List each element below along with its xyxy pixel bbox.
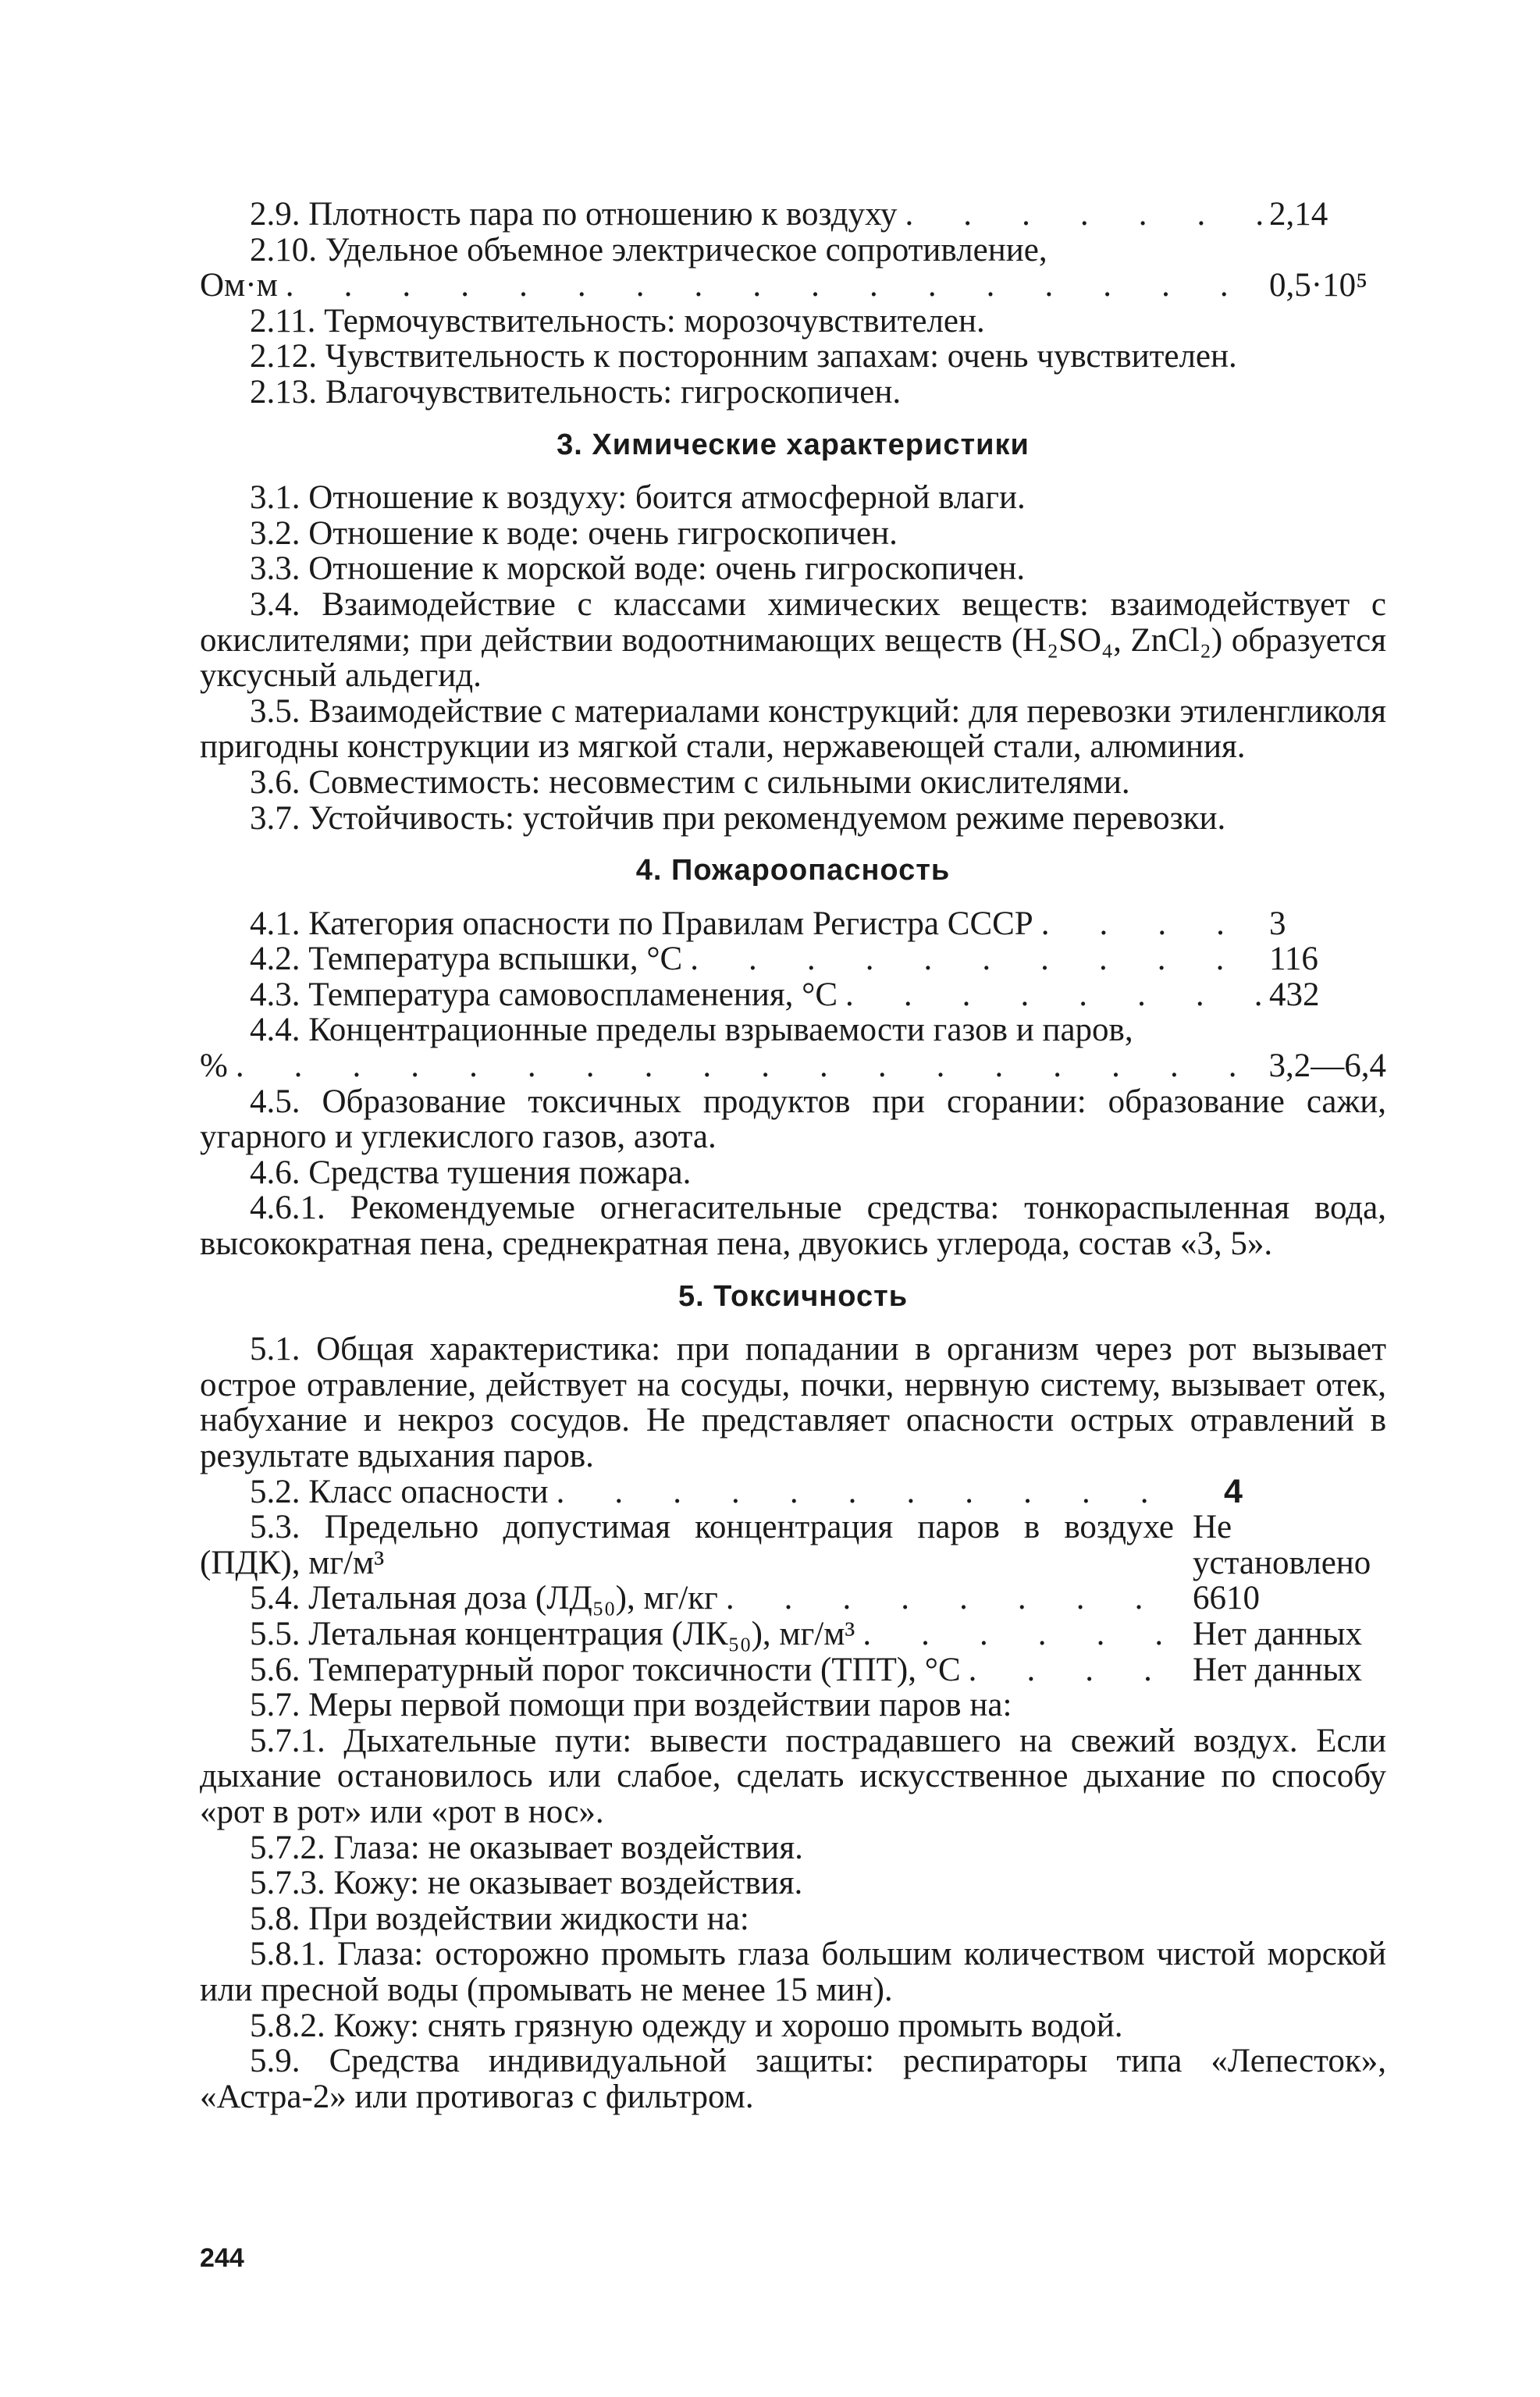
item-3-6: 3.6. Совместимость: несовместим с сильными окислителями. [250,763,1130,801]
section-4-heading: 4. Пожароопасность [635,854,951,887]
item-5-2-label: 5.2. Класс опасности [250,1473,549,1510]
item-5-7: 5.7. Меры первой помощи при воздействии паров на: [250,1687,1012,1724]
item-5-7-2: 5.7.2. Глаза: не оказывает воздействия. [250,1829,803,1866]
item-4-2-value: 116 [1269,941,1318,978]
item-5-3-label: 5.3. Предельно допустимая концентрация паров в воздухе (ПДК), мг/м³ [200,1509,1174,1581]
leader-dots [718,1581,1193,1616]
item-4-3-value: 432 [1269,976,1320,1013]
item-5-3-value: Не установлено [1193,1509,1371,1581]
item-5-4-value: 6610 [1193,1580,1260,1617]
leader-dots [838,977,1264,1013]
item-2-9-label: 2.9. Плотность пара по отношению к воздуху [250,196,898,233]
item-4-4-value: 3,2—6,4 [1268,1047,1386,1085]
item-2-9-value: 2,14 [1269,196,1328,233]
item-5-6 [200,1652,1386,1688]
item-5-3 [200,1510,1386,1581]
section-5-heading: 5. Токсичность [678,1279,909,1313]
item-2-10-value: 0,5·10⁵ [1269,267,1368,304]
item-3-3: 3.3. Отношение к морской воде: очень гигроскопичен. [250,550,1026,588]
item-3-5: 3.5. Взаимодействие с материалами конструкций: для перевозки этиленгликоля пригодны конструкции из мягкой стали, нержавеющей стали, алюминия. [200,692,1386,766]
item-5-5-value: Нет данных [1193,1615,1363,1652]
item-5-4 [200,1581,1386,1616]
item-5-7-1: 5.7.1. Дыхательные пути: вывести пострадавшего на свежий воздух. Если дыхание остановилось или слабое, сделать искусственное дыхание по способу «рот в рот» или «рот в нос». [200,1722,1386,1830]
section-3-heading: 3. Химические характеристики [557,428,1030,461]
item-4-1-label: 4.1. Категория опасности по Правилам Регистра СССР [250,905,1033,942]
item-4-5: 4.5. Образование токсичных продуктов при сгорании: образование сажи, угарного и углекислого газов, азота. [200,1083,1386,1156]
item-5-8-1: 5.8.1. Глаза: осторожно промыть глаза большим количеством чистой морской или пресной воды (промывать не менее 15 мин). [200,1936,1386,2008]
leader-dots [961,1652,1193,1688]
item-2-10-label: Ом·м [200,267,278,304]
item-4-4 [200,1048,1386,1084]
item-4-4-label: % [200,1047,228,1085]
item-5-8-2: 5.8.2. Кожу: снять грязную одежду и хорошо промыть водой. [250,2007,1123,2044]
item-5-2-value: 4 [1224,1472,1243,1510]
page-number: 244 [200,2243,244,2273]
item-4-2 [200,941,1386,977]
item-2-10 [200,268,1386,304]
item-2-10-line1: 2.10. Удельное объемное электрическое сопротивление, [250,231,1047,269]
item-4-6: 4.6. Средства тушения пожара. [250,1154,692,1191]
item-3-1: 3.1. Отношение к воздуху: боится атмосферной влаги. [250,479,1026,517]
item-2-9 [200,197,1386,233]
item-3-7: 3.7. Устойчивость: устойчив при рекомендуемом режиме перевозки. [250,799,1226,837]
leader-dots [1033,906,1264,942]
item-3-2: 3.2. Отношение к воде: очень гигроскопичен. [250,514,898,552]
item-5-5 [200,1616,1386,1652]
leader-dots [897,197,1263,233]
document-page [200,197,1386,2114]
item-5-6-label: 5.6. Температурный порог токсичности (ТПТ), °С [250,1651,961,1688]
leader-dots [855,1616,1193,1652]
item-2-13: 2.13. Влагочувствительность: гигроскопичен. [250,373,902,411]
item-2-11: 2.11. Термочувствительность: морозочувствителен. [250,302,985,340]
item-5-6-value: Нет данных [1193,1651,1363,1688]
leader-dots [228,1048,1264,1084]
leader-dots [549,1474,1193,1510]
leader-dots [682,941,1264,977]
item-4-3-label: 4.3. Температура самовоспламенения, °С [250,976,838,1013]
item-5-5-label: 5.5. Летальная концентрация (ЛК₅₀), мг/м³ [250,1615,855,1652]
item-5-1: 5.1. Общая характеристика: при попадании в организм через рот вызывает острое отравление, действует на сосуды, почки, нервную систему, вызывает отек, набухание и некроз сосудов. Не представляет опасности острых отравлений в результате вдыхания паров. [200,1331,1386,1474]
item-4-2-label: 4.2. Температура вспышки, °С [250,941,683,978]
item-4-6-1: 4.6.1. Рекомендуемые огнегасительные средства: тонкораспыленная вода, высокократная пена, среднекратная пена, двуокись углерода, состав «3, 5». [200,1190,1386,1263]
item-4-4-line1: 4.4. Концентрационные пределы взрываемости газов и паров, [250,1012,1133,1049]
item-4-3 [200,977,1386,1013]
item-3-4: 3.4. Взаимодействие с классами химических веществ: взаимодействует с окислителями; при действии водоотнимающих веществ (H₂SO₄, ZnCl₂) образуется уксусный альдегид. [200,585,1386,695]
item-5-8: 5.8. При воздействии жидкости на: [250,1900,749,1937]
item-4-1-value: 3 [1269,905,1286,942]
item-5-9: 5.9. Средства индивидуальной защиты: респираторы типа «Лепесток», «Астра-2» или противогаз с фильтром. [200,2043,1386,2115]
item-2-12: 2.12. Чувствительность к посторонним запахам: очень чувствителен. [250,338,1237,375]
item-5-7-3: 5.7.3. Кожу: не оказывает воздействия. [250,1865,803,1902]
leader-dots [278,268,1263,304]
item-5-4-label: 5.4. Летальная доза (ЛД₅₀), мг/кг [250,1580,718,1617]
item-5-2 [200,1474,1386,1510]
item-4-1 [200,906,1386,942]
